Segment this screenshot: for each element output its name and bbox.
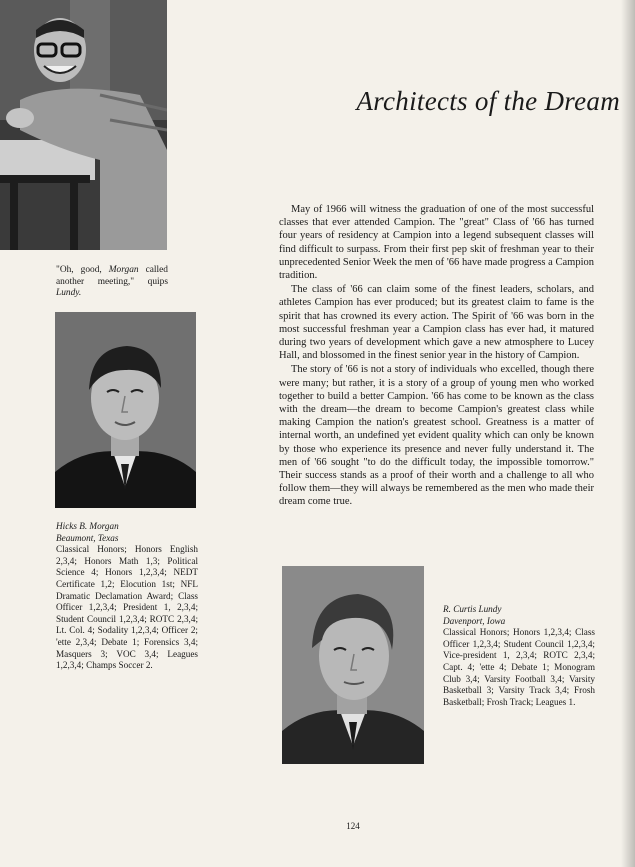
page-title: Architects of the Dream — [356, 86, 620, 116]
bio-morgan — [56, 521, 198, 672]
portrait-photo-morgan — [55, 312, 196, 508]
page-gutter-shadow — [621, 0, 635, 867]
bio-name: R. Curtis Lundy — [443, 604, 502, 614]
bio-name: Hicks B. Morgan — [56, 521, 119, 531]
bio-lundy — [443, 604, 595, 708]
caption-name-morgan: Morgan — [108, 265, 139, 275]
caption-name-lundy: Lundy. — [56, 288, 82, 299]
candid-photo-image — [0, 0, 167, 250]
bio-activities: Classical Honors; Honors English 2,3,4; Honors Math 1,3; Political Science 4; Honors 1,2,3,4; NEDT Certificate 1,2; Elocution 1st; NFL Dramatic Declamation Award; Class Officer 1,2,3,4; President 1, 2,3,4; Student Council 1,2,3,4; ROTC 2,3,4; Lt. Col. 4; Sodality 1,2,3,4; Officer 2; 'ette 2,3,4; Debate 1; Forensics 3,4; Masquers 3; VOC 3,4; Leagues 1,2,3,4; Champs Soccer 2. — [56, 544, 198, 671]
caption-quote-rest: called another meeting," quips — [56, 265, 168, 287]
portrait-image — [282, 566, 424, 764]
portrait-photo-lundy — [282, 566, 424, 764]
portrait-image — [55, 312, 196, 508]
candid-photo-laughing-student — [0, 0, 167, 250]
paragraph: May of 1966 will witness the graduation of one of the most successful classes that ever attended Campion. The "great" Class of '66 has turned four years of residency at Campion into a legend subsequent classes will find difficult to surpass. From their first pep skit of freshman year to their unprecedented Senior Week the men of '66 have made progress a Campion tradition. — [279, 204, 594, 282]
paragraph: The story of '66 is not a story of individuals who excelled, though there were many; but rather, it is a story of a group of young men who worked together to build a better Campion. '66 has come to be known as the class with the dream—the dream to become Campion's greatest class while making Campion the nation's greatest school. Greatness is a matter of internal worth, an undefined yet evident quality which can only be known by those who experience its presence and never fully understand it. The men of '66 sought "to do the difficult today, the impossible tomorrow." Their success stands as a proof of their worth and a challenge to all who follow them—they will always be remembered as the men who made their dream come true. — [279, 364, 594, 508]
photo-caption — [56, 265, 168, 300]
caption-quote-start: "Oh, good, — [56, 265, 109, 275]
bio-activities: Classical Honors; Honors 1,2,3,4; Class Officer 1,2,3,4; Student Council 1,2,3,4; Vice-president 1, 2,3,4; ROTC 2,3,4; Capt. 4; 'ette 4; Debate 1; Monogram Club 3,4; Varsity Football 3,4; Varsity Basketball 3; Varsity Track 3,4; Frosh Basketball; Frosh Track; Leagues 1. — [443, 627, 595, 707]
page-number: 124 — [346, 821, 360, 831]
bio-hometown: Davenport, Iowa — [443, 615, 506, 626]
bio-hometown: Beaumont, Texas — [56, 532, 119, 543]
paragraph: The class of '66 can claim some of the finest leaders, scholars, and athletes Campion has ever produced; but its greatest claim to fame is the spirit that has crowned its every action. The Spirit of '66 was born in the most successful freshman year a Campion class has ever had, it matured during two years of development which gave a new atmosphere to Lucey Hall, and blossomed in the finest senior year in the history of Campion. — [279, 284, 594, 362]
article-body — [279, 203, 594, 510]
